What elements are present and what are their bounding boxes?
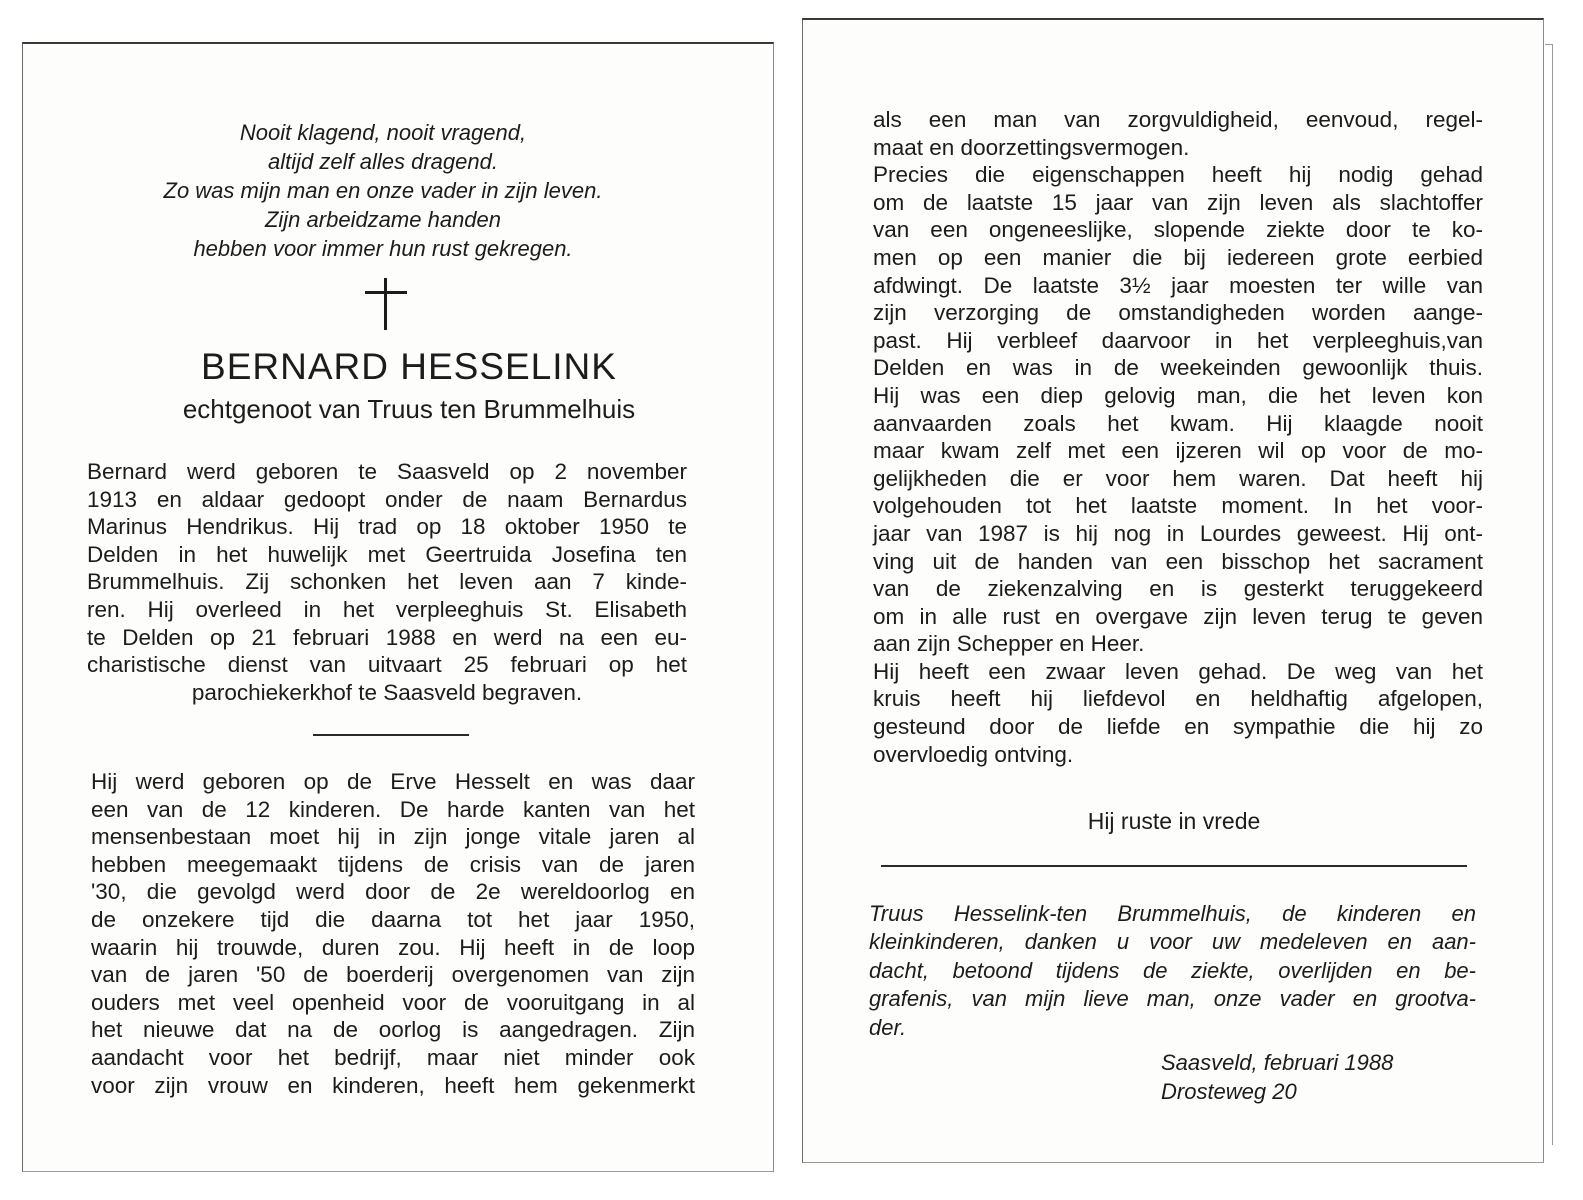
text-line: Delden en was in de weekeinden gewoonlijk thuis. xyxy=(873,355,1483,381)
text-line: der. xyxy=(869,1014,907,1040)
text-line: waarin hij trouwde, duren zou. Hij heeft in de loop xyxy=(91,934,695,960)
text-line: men op een manier die bij iedereen grote eerbied xyxy=(873,244,1483,270)
divider xyxy=(313,734,469,736)
text-line: gelijkheden die er voor hem waren. Dat heeft hij xyxy=(873,465,1483,491)
text-line: Precies die eigenschappen heeft hij nodig gehad xyxy=(873,162,1483,188)
text-line: aanvaarden zoals het kwam. Hij klaagde nooit xyxy=(873,410,1483,436)
text-line: gesteund door de liefde en sympathie die hij zo xyxy=(873,714,1483,740)
text-line: ouders met veel openheid voor de vooruitgang in al xyxy=(91,989,695,1015)
text-line: afdwingt. De laatste 3½ jaar moesten ter wille van xyxy=(873,272,1483,298)
text-line: voor zijn vrouw en kinderen, heeft hem gekenmerkt xyxy=(91,1072,695,1098)
text-line: kruis heeft hij liefdevol en heldhaftig afgelopen, xyxy=(873,686,1483,712)
text-line: zijn verzorging de omstandigheden worden aange- xyxy=(873,300,1483,326)
text-line: kleinkinderen, danken u voor uw medeleven en aan- xyxy=(869,929,1476,955)
text-line: van de ziekenzalving en is gesterkt teruggekeerd xyxy=(873,576,1483,602)
poem xyxy=(23,118,743,263)
text-line: Marinus Hendrikus. Hij trad op 18 oktober 1950 te xyxy=(87,514,687,540)
text-line: charistische dienst van uitvaart 25 februari op het xyxy=(87,652,687,678)
text-line: aan zijn Schepper en Heer. xyxy=(873,631,1145,657)
text-line: '30, die gevolgd werd door de 2e wereldoorlog en xyxy=(91,879,695,905)
text-line: overvloedig ontving. xyxy=(873,741,1074,767)
poem-line: Zijn arbeidzame handen xyxy=(264,207,502,232)
divider xyxy=(881,865,1467,867)
text-line: van een ongeneeslijke, slopende ziekte door te ko- xyxy=(873,217,1483,243)
spouse-line: echtgenoot van Truus ten Brummelhuis xyxy=(182,394,636,424)
text-line: maat en doorzettingsvermogen. xyxy=(873,134,1190,160)
text-line: als een man van zorgvuldigheid, eenvoud, regel- xyxy=(873,107,1483,132)
thanks-paragraph xyxy=(869,900,1476,1042)
text-line: om in alle rust en overgave zijn leven terug te geven xyxy=(873,603,1483,629)
life-story-continued xyxy=(873,106,1483,768)
card-edge xyxy=(1545,44,1553,1145)
text-line: ving uit de handen van een bisschop het sacrament xyxy=(873,548,1483,574)
left-card xyxy=(22,42,774,1172)
poem-line: Nooit klagend, nooit vragend, xyxy=(239,120,527,145)
text-line: past. Hij verbleef daarvoor in het verpleeghuis,van xyxy=(873,327,1483,353)
text-line: volgehouden tot het laatste moment. In het voor- xyxy=(873,493,1483,519)
text-line: een van de 12 kinderen. De harde kanten van het xyxy=(91,796,695,822)
rest-in-peace: Hij ruste in vrede xyxy=(1087,808,1261,834)
text-line: grafenis, van mijn lieve man, onze vader en grootva- xyxy=(869,986,1476,1012)
text-line: te Delden op 21 februari 1988 en werd na een eu- xyxy=(87,624,687,650)
text-line: Hij werd geboren op de Erve Hesselt en was daar xyxy=(91,769,695,794)
address: Drosteweg 20 xyxy=(1161,1079,1297,1104)
text-line: Brummelhuis. Zij schonken het leven aan 7 kinde- xyxy=(87,569,687,595)
text-line: parochiekerkhof te Saasveld begraven. xyxy=(191,679,583,705)
life-story-paragraph xyxy=(91,768,695,1099)
poem-line: Zo was mijn man en onze vader in zijn leven. xyxy=(163,178,603,203)
text-line: de onzekere tijd die daarna tot het jaar 1950, xyxy=(91,906,695,932)
text-line: 1913 en aldaar gedoopt onder de naam Bernardus xyxy=(87,486,687,512)
text-line: Delden in het huwelijk met Geertruida Josefina ten xyxy=(87,541,687,567)
text-line: aandacht voor het bedrijf, maar niet minder ook xyxy=(91,1044,695,1070)
text-line: ren. Hij overleed in het verpleeghuis St. Elisabeth xyxy=(87,596,687,622)
text-line: maar kwam zelf met een ijzeren wil op voor de mo- xyxy=(873,438,1483,464)
text-line: Truus Hesselink-ten Brummelhuis, de kinderen en xyxy=(869,901,1476,926)
place-date: Saasveld, februari 1988 xyxy=(1161,1050,1394,1075)
text-line: mensenbestaan moet hij in zijn jonge vitale jaren al xyxy=(91,824,695,850)
text-line: hebben meegemaakt tijdens de crisis van de jaren xyxy=(91,851,695,877)
right-card xyxy=(802,18,1544,1163)
deceased-name: BERNARD HESSELINK xyxy=(201,346,617,387)
text-line: dacht, betoond tijdens de ziekte, overlijden en be- xyxy=(869,957,1476,983)
text-line: van de jaren '50 de boerderij overgenomen van zijn xyxy=(91,962,695,988)
cross-icon xyxy=(365,278,407,330)
text-line: jaar van 1987 is hij nog in Lourdes geweest. Hij ont- xyxy=(873,520,1483,546)
text-line: om de laatste 15 jaar van zijn leven als slachtoffer xyxy=(873,189,1483,215)
poem-line: altijd zelf alles dragend. xyxy=(268,149,498,174)
biography-paragraph xyxy=(87,458,687,706)
text-line: het nieuwe dat na de oorlog is aangedragen. Zijn xyxy=(91,1017,695,1043)
text-line: Bernard werd geboren te Saasveld op 2 november xyxy=(87,459,687,484)
text-line: Hij heeft een zwaar leven gehad. De weg van het xyxy=(873,658,1483,684)
poem-line: hebben voor immer hun rust gekregen. xyxy=(193,236,573,261)
text-line: Hij was een diep gelovig man, die het leven kon xyxy=(873,382,1483,408)
